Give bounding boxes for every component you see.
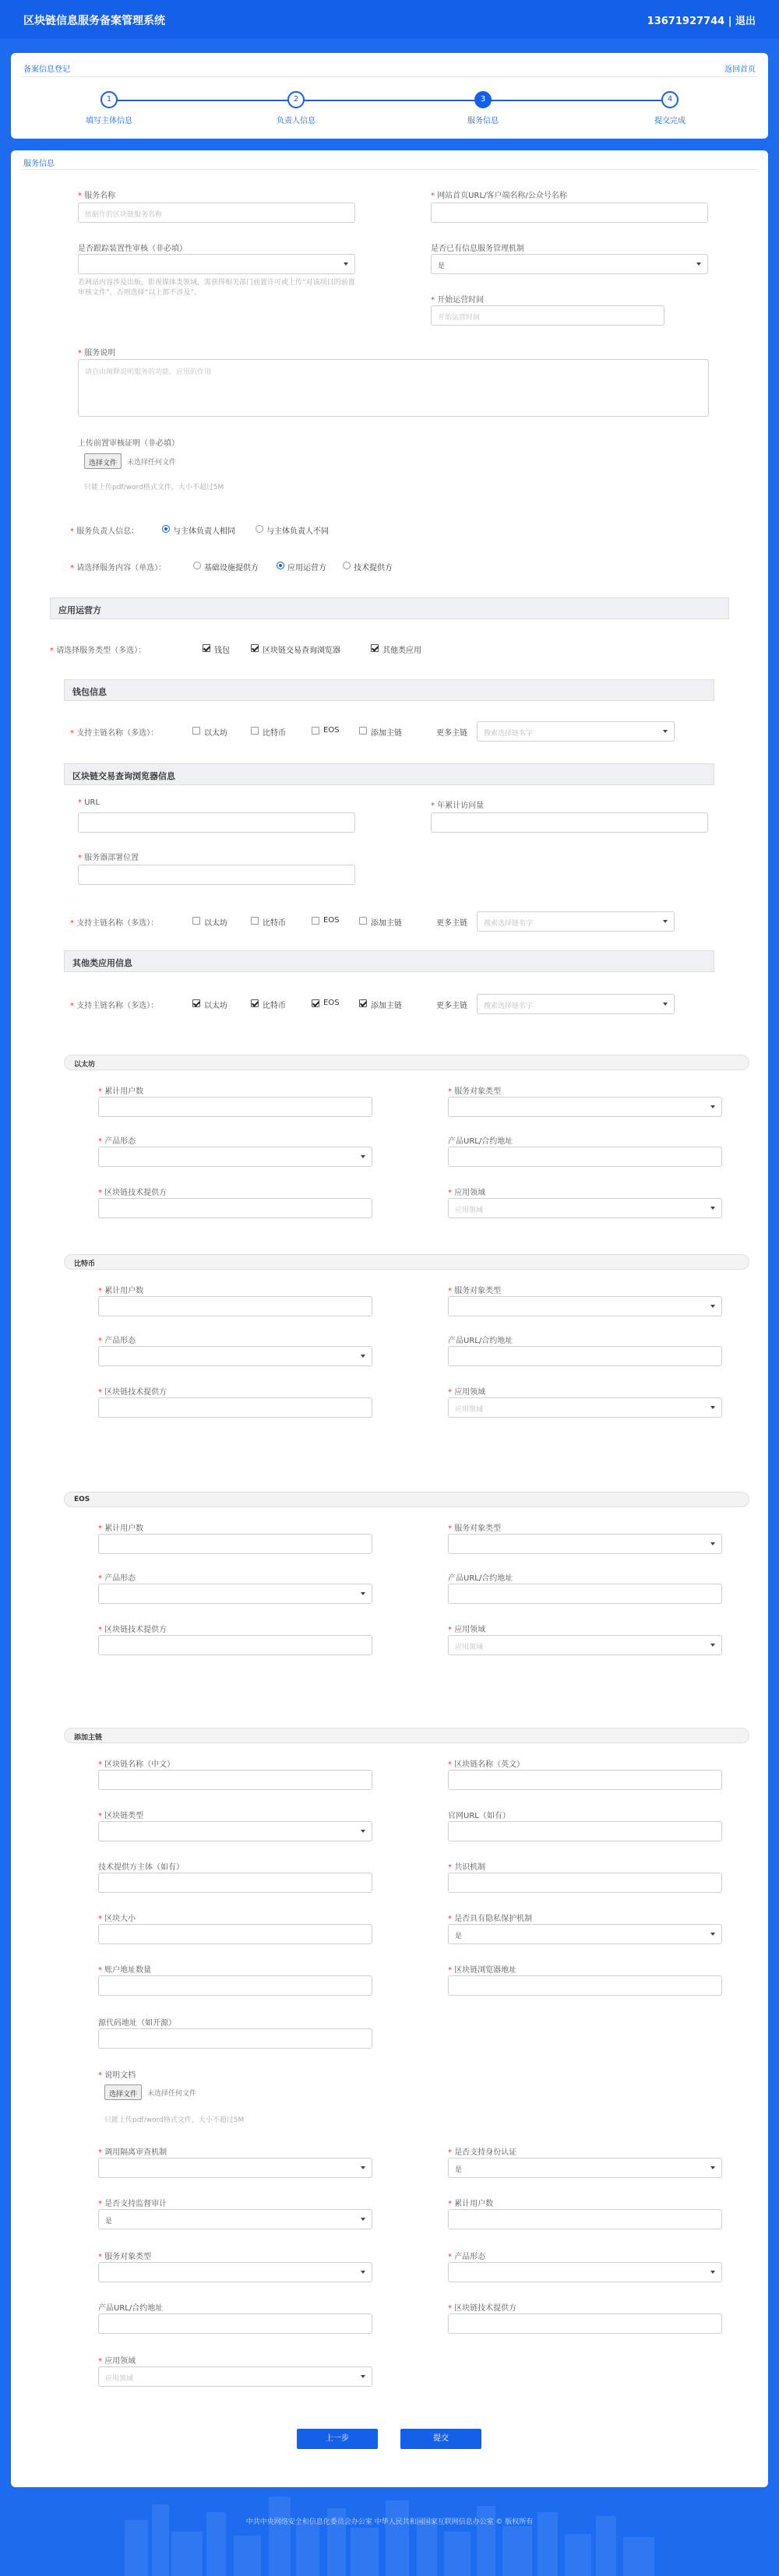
more-chain-label: 更多主链 xyxy=(436,1002,467,1010)
privacy-label: * 是否具有隐私保护机制 xyxy=(448,1915,533,1923)
more-chain-select[interactable]: 搜索选择链名字 xyxy=(477,911,675,932)
btc-obj-label: * 服务对象类型 xyxy=(448,1287,502,1295)
same-option: 与主体负责人相同 xyxy=(173,527,235,536)
chain-add-option: 添加主链 xyxy=(371,919,402,928)
chain-eth-option: 以太坊 xyxy=(204,729,227,738)
tech-option: 技术提供方 xyxy=(354,564,393,573)
addchain-group-header: 添加主链 xyxy=(64,1728,749,1743)
chain-eth-checkbox[interactable] xyxy=(192,917,200,925)
eos-obj-select[interactable] xyxy=(448,1534,722,1554)
chain-add-option: 添加主链 xyxy=(371,729,402,738)
step-1-circle: 1 xyxy=(100,91,118,108)
eth-url-input[interactable] xyxy=(448,1147,722,1167)
eos-group-header: EOS xyxy=(64,1492,749,1507)
addr-count-label: * 账户地址数量 xyxy=(98,1966,152,1975)
eos-tech-input[interactable] xyxy=(98,1635,372,1655)
wallet-option: 钱包 xyxy=(214,647,230,655)
user-area xyxy=(647,12,756,27)
chain-cn-label: * 区块链名称（中文） xyxy=(98,1760,175,1769)
city-skyline-graphic xyxy=(0,2489,779,2576)
chain-add-checkbox[interactable] xyxy=(359,727,367,735)
chain-label: * 支持主链名称（多选）： xyxy=(70,1002,159,1010)
upload-label: 上传前置审核证明（非必填） xyxy=(78,439,179,448)
privacy-select[interactable]: 是 xyxy=(448,1924,722,1944)
btc-obj-select[interactable] xyxy=(448,1296,722,1316)
chain-site-label: 官网URL（如有） xyxy=(448,1812,510,1820)
service-desc-label: * 服务说明 xyxy=(78,349,116,358)
annual-visits-label: * 年累计访问量 xyxy=(431,802,485,810)
eth-field-select[interactable]: 应用领域 xyxy=(448,1198,722,1218)
chain-field-label: * 应用领域 xyxy=(98,2357,136,2366)
chain-en-label: * 区块链名称（英文） xyxy=(448,1760,525,1769)
consensus-input[interactable] xyxy=(448,1873,722,1893)
top-bar xyxy=(0,0,779,39)
other-checkbox[interactable] xyxy=(371,644,379,652)
browser-option: 区块链交易查询浏览器 xyxy=(263,647,340,655)
choose-file-button[interactable]: 选择文件 xyxy=(104,2084,142,2100)
chain-add-option: 添加主链 xyxy=(371,1002,402,1010)
eos-users-label: * 累计用户数 xyxy=(98,1524,144,1533)
chain-users-label: * 累计用户数 xyxy=(448,2200,494,2208)
eth-field-label: * 应用领域 xyxy=(448,1189,486,1197)
app-service-type-label: * 请选择服务类型（多选）： xyxy=(50,647,146,655)
app-option: 应用运营方 xyxy=(287,564,326,573)
ident-select[interactable]: 是 xyxy=(448,2158,722,2178)
more-chain-label: 更多主链 xyxy=(436,729,467,738)
btc-field-label: * 应用领域 xyxy=(448,1388,486,1397)
source-code-input[interactable] xyxy=(98,2028,372,2049)
chain-eth-option: 以太坊 xyxy=(204,919,227,928)
prev-button[interactable]: 上一步 xyxy=(297,2429,378,2449)
block-size-label: * 区块大小 xyxy=(98,1915,136,1923)
annual-visits-input[interactable] xyxy=(431,812,708,833)
step-3-label: 服务信息 xyxy=(467,117,499,125)
browser-section-bar: 区块链交易查询浏览器信息 xyxy=(64,763,714,785)
separator: | xyxy=(728,16,732,27)
chain-obj-label: * 服务对象类型 xyxy=(98,2253,152,2261)
eth-users-input[interactable] xyxy=(98,1097,372,1117)
block-size-input[interactable] xyxy=(98,1924,372,1944)
eos-url-label: 产品URL/合约地址 xyxy=(448,1574,513,1583)
ident-label: * 是否支持身份认证 xyxy=(448,2148,517,2157)
chain-eth-checkbox[interactable] xyxy=(192,999,200,1007)
step-2-circle: 2 xyxy=(287,91,305,108)
stepper-card xyxy=(11,53,768,139)
diff-radio[interactable] xyxy=(256,525,263,533)
logout-link[interactable]: 退出 xyxy=(735,16,756,27)
deploy-label: * 服务器部署位置 xyxy=(78,854,139,862)
eth-form-select[interactable] xyxy=(98,1147,372,1167)
site-url-label: * 网站首页URL/客户端名称/公众号名称 xyxy=(431,192,567,200)
chain-browser-label: * 区块链浏览器地址 xyxy=(448,1966,517,1975)
btc-tech-input[interactable] xyxy=(98,1397,372,1418)
other-section-bar: 其他类应用信息 xyxy=(64,950,714,972)
audit-label: * 调用隔离审查机制 xyxy=(98,2148,167,2157)
back-home-link[interactable]: 返回首页 xyxy=(724,65,756,74)
step-2-label: 负责人信息 xyxy=(277,117,315,125)
chain-ptech-input[interactable] xyxy=(448,2313,722,2334)
more-chain-select[interactable]: 搜索选择链名字 xyxy=(477,721,675,742)
eth-tech-input[interactable] xyxy=(98,1198,372,1218)
addr-count-input[interactable] xyxy=(98,1975,372,1996)
chain-btc-checkbox[interactable] xyxy=(251,917,259,925)
service-name-label: * 服务名称 xyxy=(78,192,116,200)
browser-checkbox[interactable] xyxy=(251,644,259,652)
other-option: 其他类应用 xyxy=(382,647,421,655)
chain-browser-input[interactable] xyxy=(448,1975,722,1996)
service-card xyxy=(11,150,768,2487)
source-code-label: 源代码地址（如开源） xyxy=(98,2019,176,2028)
footer-text: 中共中央网络安全和信息化委员会办公室 中华人民共和国国家互联网信息办公室 © 版权所有 xyxy=(245,2518,534,2526)
eos-field-label: * 应用领域 xyxy=(448,1626,486,1634)
deploy-input[interactable] xyxy=(78,865,355,885)
eos-field-select[interactable]: 应用领域 xyxy=(448,1635,722,1655)
chain-site-input[interactable] xyxy=(448,1821,722,1841)
chain-ptech-label: * 区块链技术提供方 xyxy=(448,2304,517,2313)
chain-users-input[interactable] xyxy=(448,2209,722,2229)
btc-field-select[interactable]: 应用领域 xyxy=(448,1397,722,1418)
person-same-label: * 服务负责人信息： xyxy=(70,527,139,536)
more-chain-select[interactable]: 搜索选择链名字 xyxy=(477,994,675,1014)
more-chain-label: 更多主链 xyxy=(436,919,467,928)
btc-url-label: 产品URL/合约地址 xyxy=(448,1337,513,1345)
chain-eth-checkbox[interactable] xyxy=(192,727,200,735)
chain-eos-checkbox[interactable] xyxy=(312,917,319,925)
same-radio[interactable] xyxy=(162,525,170,533)
eos-obj-label: * 服务对象类型 xyxy=(448,1524,502,1533)
btc-form-label: * 产品形态 xyxy=(98,1337,136,1345)
no-file-text: 未选择任何文件 xyxy=(147,2090,197,2098)
chain-eos-option: EOS xyxy=(323,726,340,735)
chain-eos-checkbox[interactable] xyxy=(312,727,319,735)
consensus-label: * 共识机制 xyxy=(448,1863,486,1872)
eos-users-input[interactable] xyxy=(98,1534,372,1554)
chain-form-label: * 产品形态 xyxy=(448,2253,486,2261)
chain-btc-option: 比特币 xyxy=(263,1002,286,1010)
choose-file-button[interactable]: 选择文件 xyxy=(84,453,122,469)
divider xyxy=(22,169,757,170)
site-url-input[interactable] xyxy=(431,203,708,223)
app-section-bar: 应用运营方 xyxy=(50,597,729,619)
secaudit-select[interactable]: 是 xyxy=(98,2209,372,2229)
btc-form-select[interactable] xyxy=(98,1346,372,1366)
chain-label: * 支持主链名称（多选）： xyxy=(70,729,159,738)
eos-tech-label: * 区块链技术提供方 xyxy=(98,1626,167,1634)
service-desc-textarea[interactable]: 请自由阐释说明服务的功能、应用的作用 xyxy=(78,359,709,417)
browser-url-label: * URL xyxy=(78,798,100,807)
chain-tech-label: 技术提供方主体（如有） xyxy=(98,1863,184,1872)
chain-field-select[interactable]: 应用领域 xyxy=(98,2366,372,2387)
eth-group-header: 以太坊 xyxy=(64,1055,749,1070)
service-type-label: * 请选择服务内容（单选）： xyxy=(70,564,167,573)
device-audit-note: 若网站内容涉及出版、影视媒体类领域，需获得相关部门前置许可或上传“对该项目的前置审核文件”，否则选择“以上都不涉及”。 xyxy=(78,279,355,297)
chain-kind-select[interactable] xyxy=(98,1821,372,1841)
upload-note: 只能上传pdf/word格式文件，大小不超过5M xyxy=(84,484,224,492)
eth-form-label: * 产品形态 xyxy=(98,1137,136,1146)
diff-option: 与主体负责人不同 xyxy=(266,527,329,536)
infra-option: 基础设施提供方 xyxy=(204,564,259,573)
chain-add-checkbox[interactable] xyxy=(359,917,367,925)
step-4-circle: 4 xyxy=(661,91,679,108)
chain-purl-input[interactable] xyxy=(98,2313,372,2334)
doc-label: * 说明文档 xyxy=(98,2071,136,2080)
device-audit-label: 是否跟踪装置性审核（非必填） xyxy=(78,245,187,253)
chain-obj-select[interactable] xyxy=(98,2262,372,2282)
chain-cn-input[interactable] xyxy=(98,1770,372,1790)
chain-eth-option: 以太坊 xyxy=(204,1002,227,1010)
mgmt-mechanism-label: 是否已有信息服务管理机制 xyxy=(431,245,524,253)
chain-btc-checkbox[interactable] xyxy=(251,727,259,735)
infra-radio[interactable] xyxy=(193,562,201,569)
secaudit-label: * 是否支持监督审计 xyxy=(98,2200,167,2208)
browser-url-input[interactable] xyxy=(78,812,355,833)
stepper-caption: 备案信息登记 xyxy=(23,65,70,74)
chain-eos-option: EOS xyxy=(323,999,340,1007)
eth-tech-label: * 区块链技术提供方 xyxy=(98,1189,167,1197)
chain-tech-input[interactable] xyxy=(98,1873,372,1893)
submit-button[interactable]: 提交 xyxy=(400,2429,481,2449)
chain-eos-option: EOS xyxy=(323,916,340,925)
mgmt-mechanism-select[interactable]: 是 xyxy=(431,254,708,274)
chain-kind-label: * 区块链类型 xyxy=(98,1812,144,1820)
eth-url-label: 产品URL/合约地址 xyxy=(448,1137,513,1146)
chain-add-checkbox[interactable] xyxy=(359,999,367,1007)
step-4-label: 提交完成 xyxy=(654,117,686,125)
service-name-input[interactable]: 依据作的区块链服务名称 xyxy=(78,203,355,223)
eth-obj-label: * 服务对象类型 xyxy=(448,1087,502,1096)
user-phone: 13671927744 xyxy=(647,16,725,27)
eos-url-input[interactable] xyxy=(448,1584,722,1604)
device-audit-select[interactable] xyxy=(78,254,355,274)
chain-eos-checkbox[interactable] xyxy=(312,999,319,1007)
eos-form-select[interactable] xyxy=(98,1584,372,1604)
tech-radio[interactable] xyxy=(343,562,351,569)
wallet-checkbox[interactable] xyxy=(203,644,210,652)
no-file-text: 未选择任何文件 xyxy=(127,459,177,467)
eos-form-label: * 产品形态 xyxy=(98,1574,136,1583)
btc-tech-label: * 区块链技术提供方 xyxy=(98,1388,167,1397)
btc-users-label: * 累计用户数 xyxy=(98,1287,144,1295)
chain-btc-option: 比特币 xyxy=(263,919,286,928)
step-1-label: 填写主体信息 xyxy=(86,117,132,125)
chain-en-input[interactable] xyxy=(448,1770,722,1790)
chain-btc-option: 比特币 xyxy=(263,729,286,738)
app-radio[interactable] xyxy=(277,562,284,569)
eth-obj-select[interactable] xyxy=(448,1097,722,1117)
chain-purl-label: 产品URL/合约地址 xyxy=(98,2304,164,2313)
chain-label: * 支持主链名称（多选）： xyxy=(70,919,159,928)
start-time-input[interactable]: 开始运营时间 xyxy=(431,305,664,326)
upload-note: 只能上传pdf/word格式文件，大小不超过5M xyxy=(104,2116,245,2124)
step-3-circle: 3 xyxy=(474,91,492,108)
divider xyxy=(22,76,757,77)
btc-group-header: 比特币 xyxy=(64,1254,749,1270)
start-time-label: * 开始运营时间 xyxy=(431,296,485,305)
stepper-line xyxy=(109,100,670,101)
btc-users-input[interactable] xyxy=(98,1296,372,1316)
service-caption: 服务信息 xyxy=(23,160,55,168)
chain-form-select[interactable] xyxy=(448,2262,722,2282)
audit-select[interactable] xyxy=(98,2158,372,2178)
wallet-section-bar: 钱包信息 xyxy=(64,679,714,701)
eth-users-label: * 累计用户数 xyxy=(98,1087,144,1096)
app-title: 区块链信息服务备案管理系统 xyxy=(23,15,165,27)
btc-url-input[interactable] xyxy=(448,1346,722,1366)
chain-btc-checkbox[interactable] xyxy=(251,999,259,1007)
